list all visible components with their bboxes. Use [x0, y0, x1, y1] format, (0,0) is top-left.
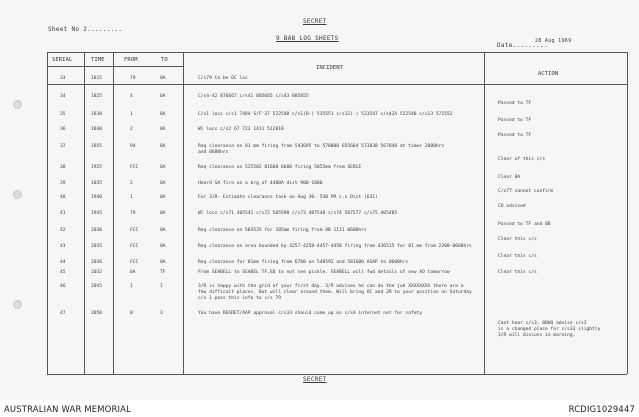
row-time: 1815	[91, 76, 103, 81]
row-time: 1945	[91, 211, 103, 216]
col-header-time: TIME	[91, 57, 105, 63]
row-from: FCC	[130, 228, 139, 233]
table-right-border	[627, 52, 628, 374]
classification-bottom: SECRET	[303, 376, 327, 383]
action-entry: Passed to TF and 0D	[498, 222, 551, 227]
row-time: 1835	[91, 181, 103, 186]
row-serial: 47	[60, 311, 66, 316]
row-to: 0A	[160, 76, 166, 81]
row-to: 0A	[160, 165, 166, 170]
row-from: 79	[130, 76, 136, 81]
action-entry: is a changed place for c/s33 slightly	[498, 327, 601, 332]
row-incident: Req clearance on 583535 for 105mm firing from 8B 1111 0600hrs	[198, 228, 367, 233]
punch-hole	[13, 190, 22, 199]
table-bottom-border	[47, 374, 627, 375]
col-header-from: FROM	[124, 57, 138, 63]
header-rule-left	[47, 66, 183, 67]
row-serial: 44	[60, 260, 66, 265]
row-incident: C/s4-42 876667 c/s41 885665 c/s43 885655	[198, 94, 309, 99]
row-incident: Req clearance on 81 mm firing from 543695 to 578800 655664 573838 567848 at times 2000hrs	[198, 144, 445, 149]
sheet-number: Sheet No 2.........	[48, 26, 123, 33]
row-serial: 42	[60, 228, 66, 233]
row-incident-line: few difficult places. But will clear around them. Will bring OC and 2R to your position on Saturday	[198, 290, 472, 295]
row-serial: 38	[60, 165, 66, 170]
date-label: Date.........	[497, 42, 548, 49]
row-to: 0A	[160, 195, 166, 200]
archive-institution: AUSTRALIAN WAR MEMORIAL	[4, 404, 131, 414]
row-to: 1	[160, 284, 163, 289]
col-header-serial: SERIAL	[52, 57, 73, 63]
row-to: 0A	[160, 260, 166, 265]
action-entry: Passed to TF	[498, 133, 532, 138]
action-entry: Passed to TF	[498, 101, 532, 106]
row-to: 0A	[160, 181, 166, 186]
table-top-border	[47, 52, 627, 53]
row-serial: 36	[60, 127, 66, 132]
row-time: 2036	[91, 260, 103, 265]
row-time: 2050	[91, 311, 103, 316]
row-time: 2030	[91, 228, 103, 233]
row-time: 1825	[91, 94, 103, 99]
row-serial: 37	[60, 144, 66, 149]
row-to: 0A	[160, 127, 166, 132]
row-incident: From SEABELL to SEABEL TF,SD to not see pickle. SEABELL will fwd details of new AO tomorrow	[198, 270, 450, 275]
row-from: 1	[130, 284, 133, 289]
row-time: 1840	[91, 127, 103, 132]
row-incident: You have REGDET/AAP approval c/s33 should come up on c/sA internet net for safety	[198, 311, 423, 316]
row-to: 3	[160, 311, 163, 316]
row-from: 0A	[130, 270, 136, 275]
action-entry: Clear this c/s	[498, 254, 537, 259]
row-to: 0A	[160, 112, 166, 117]
row-from: 2	[130, 181, 133, 186]
punch-hole	[13, 100, 22, 109]
row-from: 4	[130, 94, 133, 99]
action-entry: Clear 0A	[498, 175, 521, 180]
row-incident: Req clearance on 525582 81600 6600 firing 5055mm from SERLE	[198, 165, 362, 170]
table-left-border	[47, 52, 48, 374]
classification-top: SECRET	[303, 18, 327, 25]
row-time: 1830	[91, 112, 103, 117]
row-from: 0	[130, 311, 133, 316]
row-to: 0A	[160, 211, 166, 216]
action-entry: Clear this c/s	[498, 270, 537, 275]
archive-reference: RCDIG1029447	[568, 404, 635, 414]
row-incident: Wl locs c/s2 67 723 1411 512810	[198, 127, 284, 132]
row-serial: 35	[60, 112, 66, 117]
action-entry: Passed to TF	[498, 118, 532, 123]
action-entry: C/s77 cannot confirm	[498, 189, 554, 194]
row-time: 2032	[91, 270, 103, 275]
row-time: 2045	[91, 284, 103, 289]
row-from: 94	[130, 144, 136, 149]
row-to: TF	[160, 270, 166, 275]
col-divider	[484, 52, 485, 374]
row-incident-line: and 0600hrs	[198, 150, 229, 155]
log-title: 9 BAB LOG SHEETS	[276, 35, 339, 42]
row-serial: 33	[60, 76, 66, 81]
col-divider	[84, 52, 85, 374]
row-serial: 41	[60, 211, 66, 216]
row-incident: 3/R is happy with the grid of your first day. 3/R advises he can do the job XXXXXXXX there are a	[198, 284, 464, 289]
row-time: 1925	[91, 165, 103, 170]
col-divider	[113, 52, 114, 374]
action-entry: Cant hear c/s3, 0BHQ advise c/s3	[498, 321, 587, 326]
row-to: 0A	[160, 244, 166, 249]
row-from: FCC	[130, 244, 139, 249]
row-to: 0A	[160, 228, 166, 233]
row-time: 1940	[91, 195, 103, 200]
row-incident: C/s79 to be OC loc	[198, 76, 248, 81]
row-serial: 46	[60, 284, 66, 289]
row-time: 2035	[91, 244, 103, 249]
row-from: FCC	[130, 260, 139, 265]
row-from: 1	[130, 195, 133, 200]
row-serial: 39	[60, 181, 66, 186]
col-header-to: TO	[161, 57, 168, 63]
action-entry: Clear this c/s	[498, 237, 537, 242]
row-incident: Heard SA fire on a brg of 4400A dist 900-1000	[198, 181, 323, 186]
header-rule	[47, 84, 627, 85]
row-to: 0A	[160, 144, 166, 149]
col-divider	[183, 52, 184, 374]
row-serial: 43	[60, 244, 66, 249]
row-serial: 34	[60, 94, 66, 99]
row-incident: For 3/R- Estimate clearance task on Aug 30- 530 PR c.s Dist (641)	[198, 195, 378, 200]
row-serial: 45	[60, 270, 66, 275]
punch-hole	[13, 300, 22, 309]
row-incident: Req clearance on area bounded by 4257-4258-4457-4458 firing from 436515 for 81 mm from 2200-0600hrs	[198, 244, 472, 249]
row-incident: Wl locs c/s71 405541 c/s72 585590 c/s73 487548 c/s74 507577 c/s75 405485	[198, 211, 398, 216]
col-header-incident: INCIDENT	[316, 65, 343, 71]
row-from: FCC	[130, 165, 139, 170]
row-from: 1	[130, 112, 133, 117]
row-incident: C/s1 locs c/s1 7484 S/F'37 522548 c/s1(B-) 535551 c/s12(-) 523547 c/s42A 522548 c/s13 571552	[198, 112, 453, 117]
row-from: 79	[130, 211, 136, 216]
action-entry: 3/R will discuss in morning.	[498, 333, 576, 338]
row-time: 1855	[91, 144, 103, 149]
row-incident: Req clearance for 81mm firing from 6760 on 548592 and 581600 ASAP to 0600hrs	[198, 260, 409, 265]
row-to: 0A	[160, 94, 166, 99]
row-from: 2	[130, 127, 133, 132]
action-entry: CO advised	[498, 204, 526, 209]
row-serial: 40	[60, 195, 66, 200]
date-value: 28 Aug 1969	[535, 38, 572, 44]
col-header-action: ACTION	[538, 71, 559, 77]
action-entry: Clear of this c/s	[498, 157, 546, 162]
row-incident-line: c/s 1 pass this info to c/s 79	[198, 296, 281, 301]
